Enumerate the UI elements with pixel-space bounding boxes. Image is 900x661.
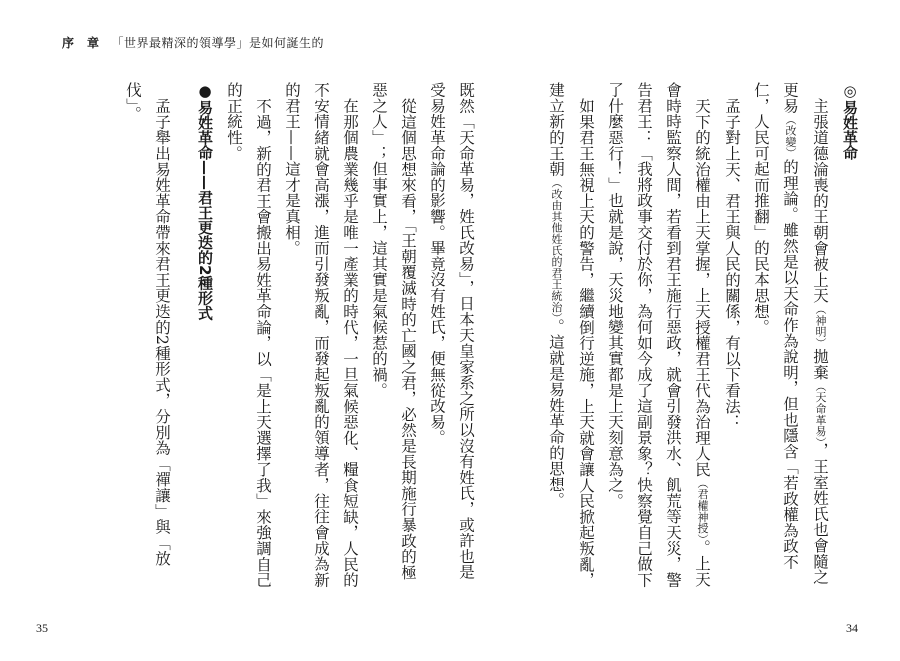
definition-paragraph: 主張道德淪喪的王朝會被上天（神明）拋棄（天命革易），王室姓氏也會隨之更易（改變）的理論。雖然是以天命作為說明，但也隱含「若政權為政不仁，人民可起而推翻」的民本思想。 (752, 82, 829, 585)
chapter-title: 「世界最精深的領導學」是如何誕生的 (111, 36, 325, 50)
agriculture-paragraph: 在那個農業幾乎是唯一產業的時代，一旦氣候惡化、糧食短缺，人民的不安情緒就會高漲，進而引發叛亂，而發起叛亂的領導者，往往會成為新的君王——這才是真相。 (283, 82, 359, 588)
annotation: （天命革易） (814, 379, 827, 443)
page-number-left: 35 (36, 621, 48, 635)
section-heading-yixing-geming: ◎易姓革命 (841, 82, 859, 160)
climate-paragraph: 從這個思想來看，「王朝覆滅時的亡國之君，必然是長期施行暴政的極惡之人」；但事實上，這其實是氣候惹的禍。 (370, 82, 417, 580)
page-number-right: 34 (846, 621, 858, 635)
left-page (70, 82, 480, 594)
legitimacy-paragraph: 不過，新的君王會搬出易姓革命論，以「是上天選擇了我」來強調自己的正統性。 (225, 82, 272, 588)
annotation: （改變） (784, 113, 797, 159)
heaven-mandate-paragraph: 天下的統治權由上天掌握，上天授權君王代為治理人民（君權神授）。上天會時時監察人間，若看到君王施行惡政，就會引發洪水、飢荒等天災，警告君王：「我將政事交付於你，為何如今成了這副景象？快察覺自己做下了什麼惡行！」也就是說，天災地變其實都是上天刻意為之。 (606, 82, 711, 588)
annotation: （神明） (814, 302, 827, 349)
right-page (544, 82, 864, 594)
annotation: （改由其他姓氏的君王統治） (550, 176, 563, 319)
annotation: （君權神授） (696, 476, 709, 540)
revolution-paragraph: 如果君王無視上天的警告，繼續倒行逆施，上天就會讓人民掀起叛亂，建立新的王朝（改由其他姓氏的君王統治）。這就是易姓革命的思想。 (547, 82, 595, 588)
two-forms-paragraph: 孟子舉出易姓革命帶來君王更迭的2種形式，分別為「禪讓」與「放伐」。 (124, 82, 171, 566)
chapter-label: 序 章 (62, 36, 100, 50)
mencius-intro-paragraph: 孟子對上天、君王與人民的關係，有以下看法： (723, 97, 741, 430)
running-header (62, 34, 324, 51)
section-heading-two-forms: ●易姓革命——君王更迭的2種形式 (196, 82, 214, 321)
japan-emperor-paragraph: 既然「天命革易，姓氏改易」，日本天皇家系之所以沒有姓氏，或許也是受易姓革命論的影響。畢竟沒有姓氏，便無從改易。 (428, 82, 475, 580)
